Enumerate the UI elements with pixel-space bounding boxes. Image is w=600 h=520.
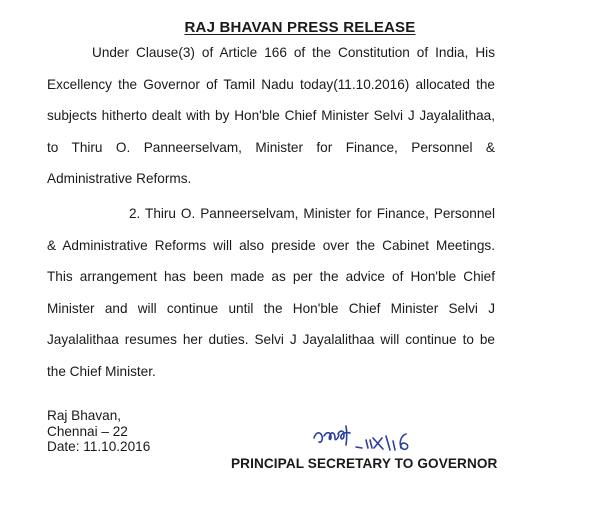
title-text: RAJ BHAVAN PRESS RELEASE (184, 19, 416, 36)
paragraph-2-line: Jayalalithaa resumes her duties. Selvi J Jayalalithaa will continue to be (47, 332, 495, 348)
press-release-title (0, 19, 600, 36)
signatory-title: PRINCIPAL SECRETARY TO GOVERNOR (231, 456, 498, 471)
paragraph-1-line: Under Clause(3) of Article 166 of the Constitution of India, His (92, 45, 495, 60)
paragraph-2-line: This arrangement has been made as per the advice of Hon'ble Chief (47, 269, 495, 285)
paragraph-2-line: 2. Thiru O. Panneerselvam, Minister for Finance, Personnel (129, 206, 495, 221)
paragraph-2-line: & Administrative Reforms will also preside over the Cabinet Meetings. (47, 237, 495, 253)
paragraph-1 (47, 37, 495, 195)
address-line: Chennai – 22 (47, 423, 128, 439)
paragraph-2-line: the Chief Minister. (47, 363, 156, 379)
paragraph-2-line: Minister and will continue until the Hon'ble Chief Minister Selvi J (47, 300, 495, 316)
paragraph-1-line: subjects hitherto dealt with by Hon'ble Chief Minister Selvi J Jayalalithaa, (47, 108, 495, 124)
address-block (47, 408, 150, 455)
date-line: Date: 11.10.2016 (47, 439, 151, 454)
paragraph-1-line: Administrative Reforms. (47, 171, 192, 187)
paragraph-1-line: to Thiru O. Panneerselvam, Minister for Finance, Personnel & (47, 139, 495, 155)
handwritten-signature (300, 418, 430, 460)
address-line: Raj Bhavan, (47, 408, 122, 423)
paragraph-2 (47, 198, 495, 388)
paragraph-1-line: Excellency the Governor of Tamil Nadu today(11.10.2016) allocated the (47, 76, 495, 92)
